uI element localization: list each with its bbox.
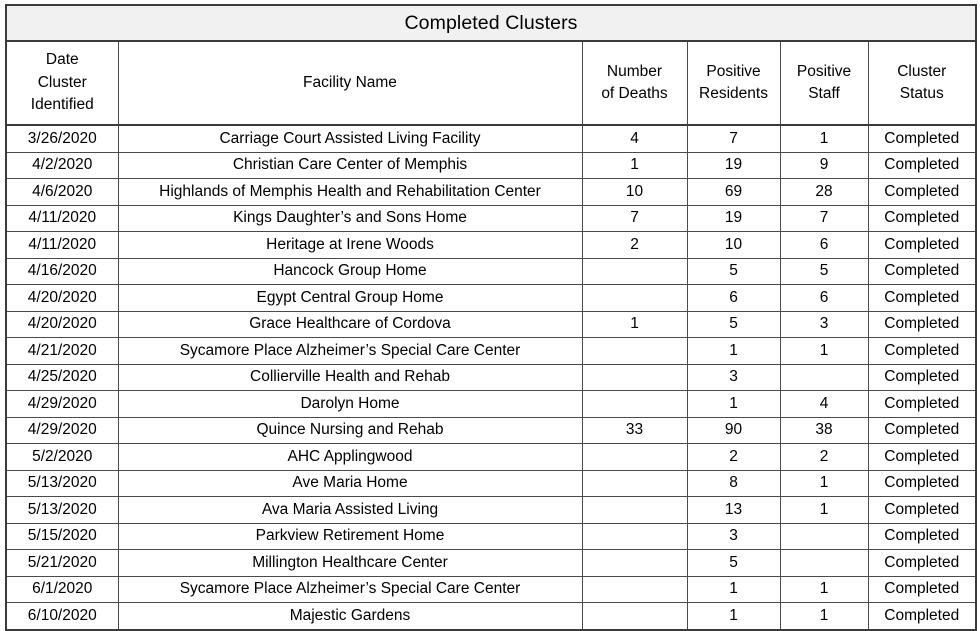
- cell-date: 6/10/2020: [6, 603, 118, 630]
- cell-facility: AHC Applingwood: [118, 444, 582, 471]
- cell-staff: 2: [780, 444, 868, 471]
- cell-deaths: [582, 576, 687, 603]
- cell-date: 4/16/2020: [6, 258, 118, 285]
- cell-deaths: [582, 497, 687, 524]
- cell-staff: 1: [780, 338, 868, 365]
- cell-facility: Kings Daughter’s and Sons Home: [118, 205, 582, 232]
- cell-facility: Majestic Gardens: [118, 603, 582, 630]
- cell-status: Completed: [868, 205, 976, 232]
- cell-staff: 5: [780, 258, 868, 285]
- cell-status: Completed: [868, 417, 976, 444]
- cell-deaths: [582, 338, 687, 365]
- table-header-row: [6, 41, 976, 125]
- cell-date: 4/20/2020: [6, 285, 118, 312]
- cell-status: Completed: [868, 258, 976, 285]
- cell-date: 4/6/2020: [6, 179, 118, 206]
- cell-residents: 5: [687, 550, 780, 577]
- cell-staff: 6: [780, 232, 868, 259]
- cell-deaths: [582, 550, 687, 577]
- column-header-staff: Positive Staff: [780, 41, 868, 125]
- cell-date: 3/26/2020: [6, 125, 118, 152]
- cell-staff: 9: [780, 152, 868, 179]
- cell-residents: 1: [687, 603, 780, 630]
- cell-deaths: [582, 603, 687, 630]
- table-row: [6, 603, 976, 630]
- table-row: [6, 338, 976, 365]
- table-row: [6, 497, 976, 524]
- cell-deaths: 1: [582, 311, 687, 338]
- cell-date: 4/20/2020: [6, 311, 118, 338]
- cell-date: 4/29/2020: [6, 391, 118, 418]
- cell-facility: Darolyn Home: [118, 391, 582, 418]
- cell-facility: Parkview Retirement Home: [118, 523, 582, 550]
- cell-staff: 3: [780, 311, 868, 338]
- completed-clusters-table: [5, 4, 977, 631]
- table-row: [6, 179, 976, 206]
- cell-staff: [780, 523, 868, 550]
- cell-staff: 1: [780, 576, 868, 603]
- cell-staff: 7: [780, 205, 868, 232]
- cell-deaths: 7: [582, 205, 687, 232]
- table-row: [6, 285, 976, 312]
- cell-staff: [780, 550, 868, 577]
- cell-facility: Ave Maria Home: [118, 470, 582, 497]
- cell-date: 4/29/2020: [6, 417, 118, 444]
- cell-status: Completed: [868, 550, 976, 577]
- table-body: [6, 5, 976, 630]
- cell-residents: 3: [687, 523, 780, 550]
- table-row: [6, 444, 976, 471]
- cell-status: Completed: [868, 338, 976, 365]
- cell-staff: 1: [780, 470, 868, 497]
- cell-deaths: [582, 364, 687, 391]
- cell-status: Completed: [868, 311, 976, 338]
- cell-residents: 5: [687, 311, 780, 338]
- cell-date: 4/21/2020: [6, 338, 118, 365]
- cell-facility: Sycamore Place Alzheimer’s Special Care Center: [118, 576, 582, 603]
- cell-status: Completed: [868, 364, 976, 391]
- cell-status: Completed: [868, 470, 976, 497]
- cell-deaths: 2: [582, 232, 687, 259]
- cell-residents: 10: [687, 232, 780, 259]
- cell-residents: 2: [687, 444, 780, 471]
- cell-residents: 8: [687, 470, 780, 497]
- table-row: [6, 391, 976, 418]
- table-row: [6, 523, 976, 550]
- cell-staff: 1: [780, 497, 868, 524]
- cell-deaths: [582, 285, 687, 312]
- cell-facility: Collierville Health and Rehab: [118, 364, 582, 391]
- cell-date: 5/2/2020: [6, 444, 118, 471]
- cell-facility: Egypt Central Group Home: [118, 285, 582, 312]
- cell-date: 4/2/2020: [6, 152, 118, 179]
- cell-deaths: [582, 523, 687, 550]
- cell-residents: 69: [687, 179, 780, 206]
- cell-facility: Ava Maria Assisted Living: [118, 497, 582, 524]
- table-title-row: [6, 5, 976, 41]
- cell-status: Completed: [868, 125, 976, 152]
- cell-staff: 1: [780, 125, 868, 152]
- cell-facility: Heritage at Irene Woods: [118, 232, 582, 259]
- cell-residents: 6: [687, 285, 780, 312]
- table-row: [6, 417, 976, 444]
- cell-date: 5/13/2020: [6, 497, 118, 524]
- table-row: [6, 576, 976, 603]
- cell-staff: [780, 364, 868, 391]
- cell-residents: 3: [687, 364, 780, 391]
- column-header-residents: Positive Residents: [687, 41, 780, 125]
- cell-date: 5/21/2020: [6, 550, 118, 577]
- cell-status: Completed: [868, 576, 976, 603]
- cell-status: Completed: [868, 497, 976, 524]
- cell-facility: Highlands of Memphis Health and Rehabilitation Center: [118, 179, 582, 206]
- cell-facility: Sycamore Place Alzheimer’s Special Care Center: [118, 338, 582, 365]
- cell-staff: 38: [780, 417, 868, 444]
- cell-deaths: [582, 258, 687, 285]
- cell-date: 5/15/2020: [6, 523, 118, 550]
- cell-date: 4/11/2020: [6, 232, 118, 259]
- cell-deaths: 1: [582, 152, 687, 179]
- cell-deaths: 33: [582, 417, 687, 444]
- cell-deaths: 4: [582, 125, 687, 152]
- cell-staff: 4: [780, 391, 868, 418]
- cell-date: 4/25/2020: [6, 364, 118, 391]
- cell-status: Completed: [868, 444, 976, 471]
- cell-residents: 5: [687, 258, 780, 285]
- table-row: [6, 470, 976, 497]
- column-header-facility: Facility Name: [118, 41, 582, 125]
- cell-residents: 1: [687, 338, 780, 365]
- cell-staff: 28: [780, 179, 868, 206]
- column-header-status: Cluster Status: [868, 41, 976, 125]
- table-row: [6, 205, 976, 232]
- table-row: [6, 258, 976, 285]
- cell-residents: 90: [687, 417, 780, 444]
- cell-facility: Hancock Group Home: [118, 258, 582, 285]
- cell-residents: 19: [687, 205, 780, 232]
- table-row: [6, 125, 976, 152]
- cell-status: Completed: [868, 285, 976, 312]
- cell-status: Completed: [868, 152, 976, 179]
- cell-status: Completed: [868, 603, 976, 630]
- cell-facility: Christian Care Center of Memphis: [118, 152, 582, 179]
- cell-date: 4/11/2020: [6, 205, 118, 232]
- cell-facility: Grace Healthcare of Cordova: [118, 311, 582, 338]
- cell-staff: 1: [780, 603, 868, 630]
- cell-deaths: [582, 444, 687, 471]
- cell-residents: 1: [687, 576, 780, 603]
- cell-facility: Millington Healthcare Center: [118, 550, 582, 577]
- column-header-date: Date Cluster Identified: [6, 41, 118, 125]
- cell-deaths: 10: [582, 179, 687, 206]
- table-row: [6, 152, 976, 179]
- table-title: Completed Clusters: [6, 5, 976, 41]
- cell-facility: Carriage Court Assisted Living Facility: [118, 125, 582, 152]
- cell-deaths: [582, 470, 687, 497]
- cell-residents: 1: [687, 391, 780, 418]
- cell-residents: 13: [687, 497, 780, 524]
- cell-facility: Quince Nursing and Rehab: [118, 417, 582, 444]
- cell-status: Completed: [868, 523, 976, 550]
- cell-status: Completed: [868, 179, 976, 206]
- cell-staff: 6: [780, 285, 868, 312]
- cell-status: Completed: [868, 391, 976, 418]
- table-row: [6, 550, 976, 577]
- cell-residents: 19: [687, 152, 780, 179]
- column-header-deaths: Number of Deaths: [582, 41, 687, 125]
- table-row: [6, 232, 976, 259]
- cell-date: 6/1/2020: [6, 576, 118, 603]
- cell-date: 5/13/2020: [6, 470, 118, 497]
- cell-residents: 7: [687, 125, 780, 152]
- table-row: [6, 311, 976, 338]
- cell-deaths: [582, 391, 687, 418]
- table-row: [6, 364, 976, 391]
- cell-status: Completed: [868, 232, 976, 259]
